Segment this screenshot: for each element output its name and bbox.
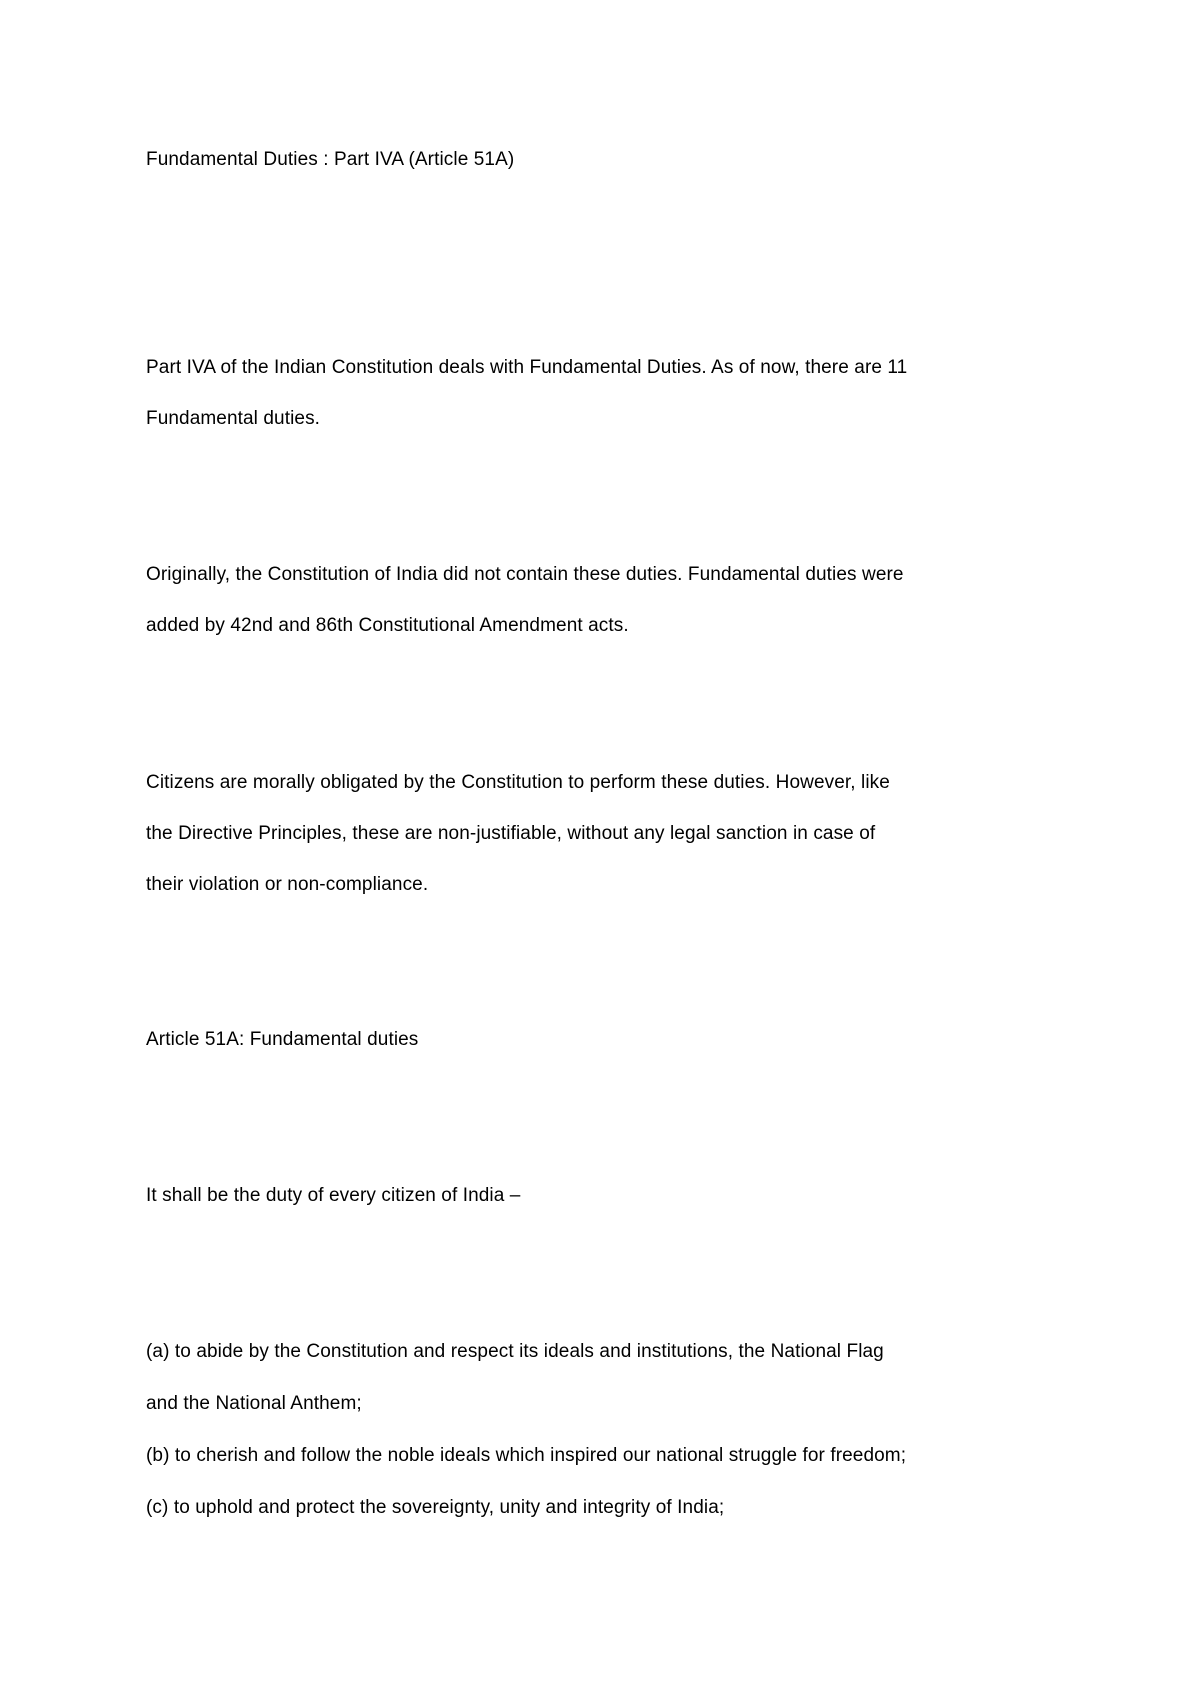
article-heading: Article 51A: Fundamental duties (146, 1029, 419, 1050)
duty-c: (c) to uphold and protect the sovereignty, unity and integrity of India; (146, 1497, 725, 1518)
history-line-2: added by 42nd and 86th Constitutional Amendment acts. (146, 615, 629, 636)
duty-intro: It shall be the duty of every citizen of India – (146, 1185, 521, 1206)
history-line-1: Originally, the Constitution of India did not contain these duties. Fundamental duties were (146, 564, 904, 585)
duty-a-line-1: (a) to abide by the Constitution and respect its ideals and institutions, the National Flag (146, 1341, 884, 1362)
document-title: Fundamental Duties : Part IVA (Article 51A) (146, 149, 515, 170)
duty-a-line-2: and the National Anthem; (146, 1393, 362, 1414)
obligation-line-1: Citizens are morally obligated by the Constitution to perform these duties. However, like (146, 772, 890, 793)
obligation-line-3: their violation or non-compliance. (146, 874, 429, 895)
intro-line-2: Fundamental duties. (146, 408, 321, 429)
intro-line-1: Part IVA of the Indian Constitution deals with Fundamental Duties. As of now, there are 11 (146, 357, 908, 378)
duty-b: (b) to cherish and follow the noble ideals which inspired our national struggle for freedom; (146, 1445, 907, 1466)
obligation-line-2: the Directive Principles, these are non-justifiable, without any legal sanction in case of (146, 823, 876, 844)
